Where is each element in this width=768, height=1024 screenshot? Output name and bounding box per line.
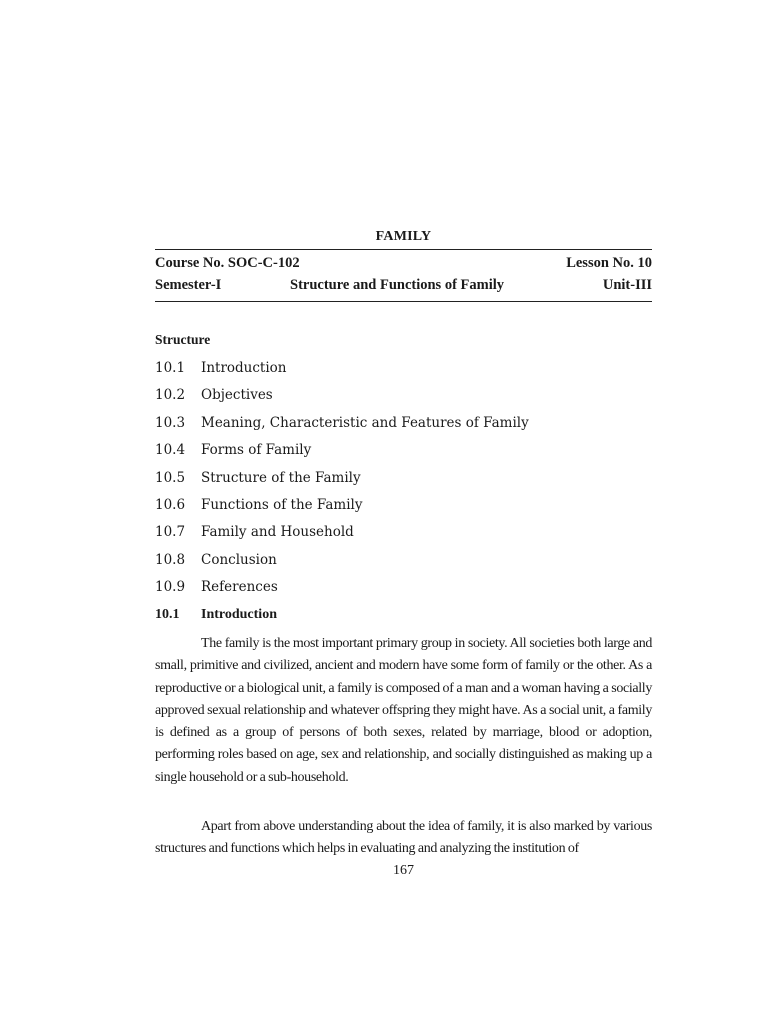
section-number: 10.1 — [155, 607, 180, 622]
section-title: Introduction — [201, 607, 277, 622]
structure-item — [155, 549, 652, 576]
structure-item-number: 10.3 — [155, 414, 186, 431]
structure-item-label: Functions of the Family — [201, 496, 363, 513]
structure-item — [155, 357, 652, 384]
chapter-title: FAMILY — [375, 229, 432, 244]
header-top-rule — [155, 249, 652, 250]
lesson-number: Lesson No. 10 — [566, 255, 652, 271]
unit-label: Unit-III — [602, 277, 652, 293]
structure-item — [155, 467, 652, 494]
structure-item-number: 10.6 — [155, 496, 186, 513]
structure-item-number: 10.4 — [155, 442, 186, 459]
structure-heading: Structure — [155, 332, 211, 347]
structure-item — [155, 576, 652, 603]
structure-item-label: Introduction — [201, 360, 287, 376]
header-row-course — [155, 255, 652, 275]
body-paragraph: The family is the most important primary group in society. All societies both large and small, primitive and civilized, ancient and modern have some form of family or the other. As a reproductive or a biological unit, a family is composed of a man and a woman having a socially approved sexual relationship and whatever offspring they might have. As a social unit, a family is defined as a group of persons of both sexes, related by marriage, blood or adoption, performing roles based on age, sex and relationship, and socially distinguished as making up a single household or a sub-household. — [155, 636, 652, 785]
structure-item-number: 10.7 — [155, 524, 186, 541]
structure-item-label: References — [201, 579, 278, 596]
semester-label: Semester-I — [155, 277, 222, 293]
structure-item-number: 10.5 — [155, 469, 186, 486]
header-bottom-rule — [155, 301, 652, 302]
structure-item — [155, 384, 652, 411]
structure-item-number: 10.9 — [155, 579, 186, 596]
structure-item-number: 10.8 — [155, 551, 186, 568]
structure-item-number: 10.2 — [155, 387, 186, 404]
course-number: Course No. SOC-C-102 — [155, 255, 300, 271]
structure-item — [155, 494, 652, 521]
structure-item-label: Forms of Family — [201, 442, 312, 459]
structure-item — [155, 521, 652, 548]
structure-item-label: Conclusion — [201, 551, 277, 568]
structure-item-label: Family and Household — [201, 524, 354, 541]
structure-item — [155, 412, 652, 439]
structure-item-label: Objectives — [201, 387, 273, 404]
structure-item-label: Structure of the Family — [201, 469, 361, 486]
structure-item-label: Meaning, Characteristic and Features of Family — [201, 414, 529, 431]
structure-item — [155, 439, 652, 466]
structure-list — [155, 357, 652, 604]
page-number: 167 — [393, 863, 414, 878]
body-paragraph: Apart from above understanding about the idea of family, it is also marked by various structures and functions which helps in evaluating and analyzing the institution of — [155, 819, 652, 857]
structure-item-number: 10.1 — [155, 360, 186, 376]
lesson-topic: Structure and Functions of Family — [290, 277, 505, 293]
header-row-semester — [155, 277, 652, 297]
